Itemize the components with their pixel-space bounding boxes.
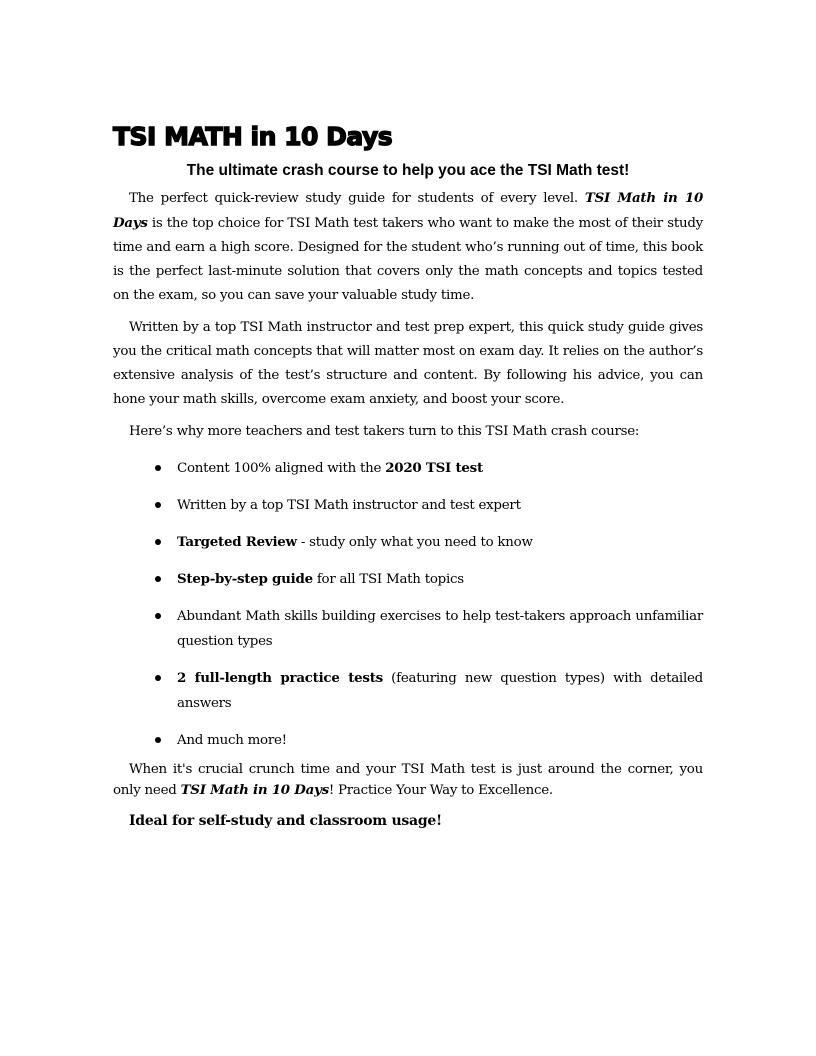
book-title-emphasis: TSI Math in 10 Days xyxy=(113,190,704,231)
bullet-icon xyxy=(155,675,161,681)
feature-bold-lead: Targeted Review xyxy=(177,534,297,550)
author-paragraph: Written by a top TSI Math instructor and test prep expert, this quick study guide gives you the critical math concepts that will matter most on exam day. It relies on the author’s extensive analysis of the test’s structure and content. By following his advice, you can hone your math skills, overcome exam anxiety, and boost your score. xyxy=(113,320,703,407)
why-paragraph: Here’s why more teachers and test takers turn to this TSI Math crash course: xyxy=(129,424,640,439)
feature-text: (featuring new question types) with detailed answers xyxy=(177,671,703,711)
feature-text: Abundant Math skills building exercises to help test-takers approach unfamiliar question types xyxy=(177,609,703,649)
feature-bold-lead: 2 full-length practice tests xyxy=(177,670,383,686)
feature-text: And much more! xyxy=(177,733,287,748)
feature-item xyxy=(153,530,703,555)
feature-item xyxy=(153,493,703,518)
feature-text: Content 100% aligned with the xyxy=(177,461,386,476)
feature-item xyxy=(153,604,703,654)
feature-text: for all TSI Math topics xyxy=(312,572,464,587)
feature-item xyxy=(153,666,703,716)
bullet-icon xyxy=(155,465,161,471)
intro-text-end: is the top choice for TSI Math test takers who want to make the most of their study time and earn a high score. Designed for the student who’s running out of time, this book is the perfect last-minute solution that covers only the math concepts and topics tested on the exam, so you can save your valuable study time. xyxy=(113,216,703,303)
bullet-icon xyxy=(155,576,161,582)
intro-text-start: The perfect quick-review study guide for students of every level. xyxy=(129,191,585,206)
feature-bold-lead: Step-by-step guide xyxy=(177,571,313,587)
feature-item xyxy=(153,728,703,753)
closing-text-end: ! Practice Your Way to Excellence. xyxy=(328,783,553,798)
document-subtitle: The ultimate crash course to help you ace the TSI Math test! xyxy=(186,162,630,179)
document-body xyxy=(113,186,703,833)
feature-bold-tail: 2020 TSI test xyxy=(385,460,483,476)
bullet-icon xyxy=(155,737,161,743)
bullet-icon xyxy=(155,613,161,619)
book-title-emphasis: TSI Math in 10 Days xyxy=(180,782,329,798)
document-page xyxy=(113,120,703,833)
feature-text: - study only what you need to know xyxy=(296,535,533,550)
closing-text-start: When it's crucial crunch time and your TSI Math test is just around the corner, you only need xyxy=(113,762,703,798)
intro-paragraph xyxy=(113,186,703,308)
bullet-icon xyxy=(155,539,161,545)
bullet-icon xyxy=(155,502,161,508)
features-list xyxy=(113,456,703,753)
feature-item xyxy=(153,456,703,481)
document-title: TSI MATH in 10 Days xyxy=(113,122,393,151)
feature-text: Written by a top TSI Math instructor and test expert xyxy=(177,498,521,513)
feature-item xyxy=(153,567,703,592)
closing-paragraph xyxy=(113,759,703,801)
usage-note: Ideal for self-study and classroom usage! xyxy=(129,813,442,829)
